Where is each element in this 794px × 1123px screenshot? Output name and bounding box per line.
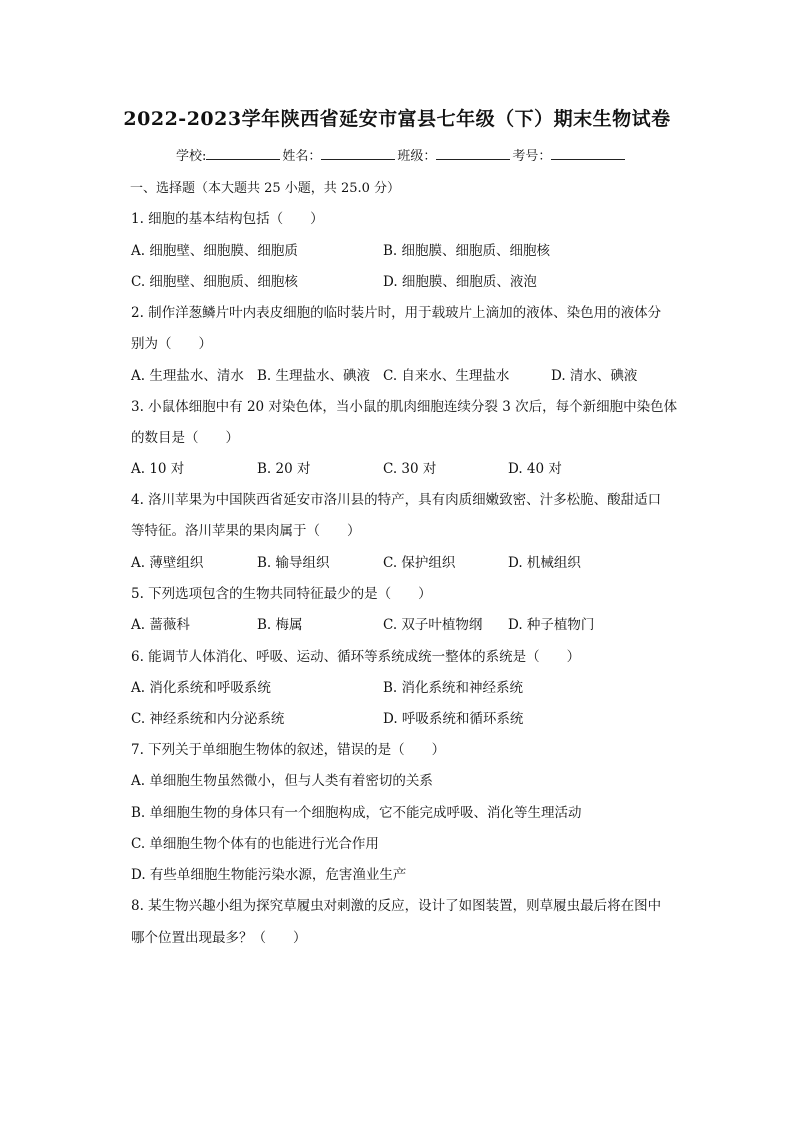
q3-option-a: A. 10 对 (131, 461, 185, 477)
q1-option-b: B. 细胞膜、细胞质、细胞核 (383, 243, 551, 259)
exam-title: 2022-2023学年陕西省延安市富县七年级（下）期末生物试卷 (123, 108, 671, 130)
q5-option-a: A. 蔷薇科 (131, 617, 190, 633)
q7-option-c: C. 单细胞生物个体有的也能进行光合作用 (131, 836, 379, 852)
q1-option-a: A. 细胞壁、细胞膜、细胞质 (131, 243, 298, 259)
q5-option-d: D. 种子植物门 (508, 617, 595, 633)
school-blank[interactable] (206, 147, 280, 160)
q3-option-d: D. 40 对 (508, 461, 562, 477)
q7-option-a: A. 单细胞生物虽然微小，但与人类有着密切的关系 (131, 773, 433, 789)
q2-option-b: B. 生理盐水、碘液 (257, 368, 371, 384)
q4-stem-line-2: 等特征。洛川苹果的果肉属于（ ） (131, 523, 361, 539)
q7-option-b: B. 单细胞生物的身体只有一个细胞构成，它不能完成呼吸、消化等生理活动 (131, 805, 582, 821)
class-blank[interactable] (436, 147, 510, 160)
q3-stem-line-2: 的数目是（ ） (131, 430, 239, 446)
q4-option-b: B. 输导组织 (257, 555, 330, 571)
q3-option-c: C. 30 对 (383, 461, 437, 477)
q5-stem: 5. 下列选项包含的生物共同特征最少的是（ ） (131, 586, 432, 602)
q2-stem-line-1: 2. 制作洋葱鳞片叶内表皮细胞的临时装片时，用于载玻片上滴加的液体、染色用的液体分 (131, 305, 662, 321)
q8-stem-line-2: 哪个位置出现最多？（ ） (131, 930, 307, 946)
q1-option-d: D. 细胞膜、细胞质、液泡 (383, 274, 537, 290)
class-label: 班级： (397, 149, 437, 164)
student-info-line (176, 145, 627, 164)
q6-stem: 6. 能调节人体消化、呼吸、运动、循环等系统成统一整体的系统是（ ） (131, 649, 581, 665)
q5-option-c: C. 双子叶植物纲 (383, 617, 483, 633)
q7-option-d: D. 有些单细胞生物能污染水源，危害渔业生产 (131, 867, 407, 883)
q1-stem: 1. 细胞的基本结构包括（ ） (131, 211, 324, 227)
q6-option-b: B. 消化系统和神经系统 (383, 680, 524, 696)
exam-number-label: 考号： (512, 149, 552, 164)
q2-option-c: C. 自来水、生理盐水 (383, 368, 510, 384)
q1-option-c: C. 细胞壁、细胞质、细胞核 (131, 274, 298, 290)
school-label: 学校: (176, 149, 207, 164)
q6-option-d: D. 呼吸系统和循环系统 (383, 711, 524, 727)
q3-stem-line-1: 3. 小鼠体细胞中有 20 对染色体，当小鼠的肌肉细胞连续分裂 3 次后，每个新细胞中染色体 (131, 399, 678, 415)
name-label: 姓名： (282, 149, 322, 164)
q4-option-c: C. 保护组织 (383, 555, 456, 571)
q4-stem-line-1: 4. 洛川苹果为中国陕西省延安市洛川县的特产，具有肉质细嫩致密、汁多松脆、酸甜适口 (131, 492, 662, 508)
q8-stem-line-1: 8. 某生物兴趣小组为探究草履虫对刺激的反应，设计了如图装置，则草履虫最后将在图中 (131, 898, 662, 914)
q2-stem-line-2: 别为（ ） (131, 336, 212, 352)
q4-option-d: D. 机械组织 (508, 555, 581, 571)
name-blank[interactable] (321, 147, 395, 160)
exam-number-blank[interactable] (551, 147, 625, 160)
q4-option-a: A. 薄壁组织 (131, 555, 204, 571)
q2-option-a: A. 生理盐水、清水 (131, 368, 244, 384)
q3-option-b: B. 20 对 (257, 461, 311, 477)
q6-option-c: C. 神经系统和内分泌系统 (131, 711, 285, 727)
q5-option-b: B. 梅属 (257, 617, 303, 633)
section-heading: 一、选择题（本大题共 25 小题，共 25.0 分） (130, 181, 401, 196)
q7-stem: 7. 下列关于单细胞生物体的叙述，错误的是（ ） (131, 742, 446, 758)
q6-option-a: A. 消化系统和呼吸系统 (131, 680, 271, 696)
q2-option-d: D. 清水、碘液 (551, 368, 638, 384)
